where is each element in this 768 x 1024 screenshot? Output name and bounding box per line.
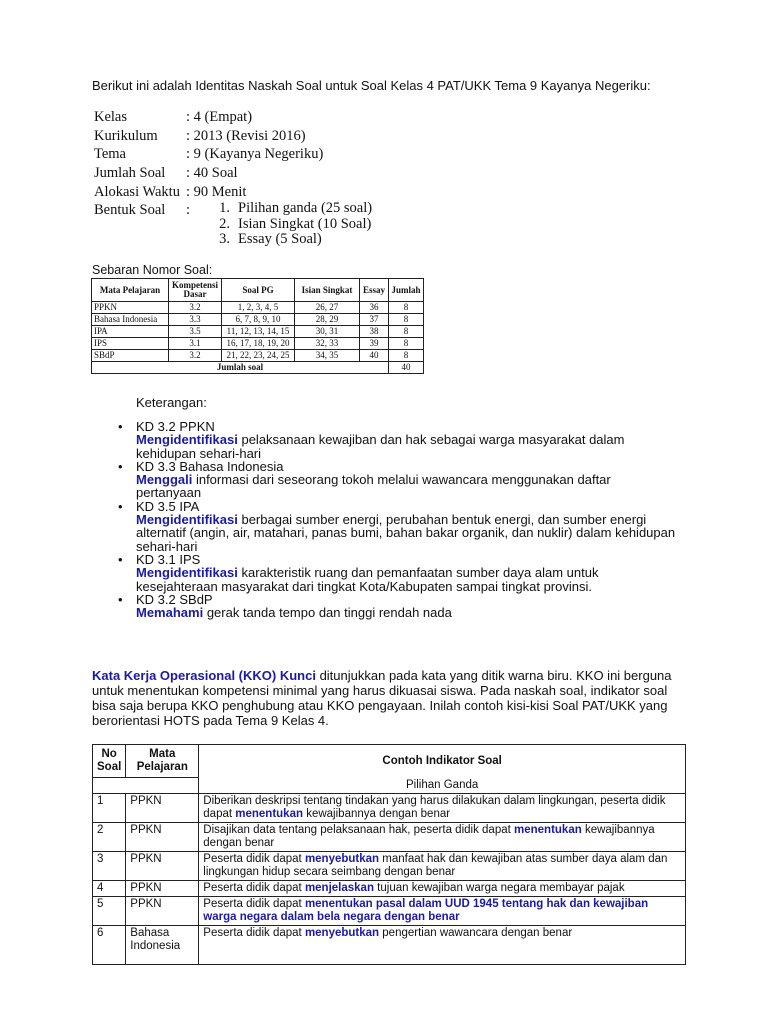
bentuk-soal-num: 1. — [219, 200, 230, 217]
cell-indikator: Peserta didik dapat menjelaskan tujuan kewajiban warga negara membayar pajak — [199, 880, 686, 896]
kko-paragraph-text: ditunjukkan pada kata yang ditik warna biru. KKO ini berguna untuk menentukan kompetensi minimal yang harus dikuasai siswa. Pada naskah soal, indikator soal bisa saja berupa KKO penghubung atau KKO pengayaan. Inilah contoh kisi-kisi Soal PAT/UKK yang berorientasi HOTS pada Tema 9 Kelas 4. — [92, 668, 672, 728]
bullet-icon: • — [118, 458, 123, 474]
section-pilihan-ganda: Pilihan Ganda — [199, 778, 686, 794]
cell-no: 3 — [93, 851, 126, 880]
cell-essay: 36 — [360, 302, 389, 314]
cell-indikator: Peserta didik dapat menentukan pasal dalam UUD 1945 tentang hak dan kewajiban warga negara dalam bela negara dengan benar — [199, 896, 686, 925]
identitas-value: : 90 Menit — [186, 183, 247, 200]
kd-label: KD 3.2 PPKN — [136, 419, 215, 434]
bentuk-soal-num: 2. — [219, 215, 230, 232]
kko-word: Mengidentifikasi — [136, 432, 238, 448]
section-row — [93, 778, 686, 794]
list-item — [118, 553, 678, 593]
kd-label: KD 3.1 IPS — [136, 551, 201, 567]
identitas-row — [94, 200, 373, 248]
bentuk-soal-list — [208, 200, 373, 248]
sebaran-title: Sebaran Nomor Soal: — [92, 263, 213, 277]
cell-isian: 34, 35 — [295, 350, 360, 362]
cell-jumlah: 8 — [389, 350, 424, 362]
bentuk-soal-num: 3. — [219, 231, 230, 248]
header-indikator: Contoh Indikator Soal — [199, 745, 686, 778]
bentuk-soal-item — [208, 217, 372, 233]
table-row — [93, 896, 686, 925]
kko-word: Memahami — [136, 605, 204, 621]
cell-isian: 26, 27 — [295, 302, 360, 314]
table-row — [93, 925, 686, 964]
cell-pg: 11, 12, 13, 14, 15 — [222, 326, 295, 338]
identitas-row — [94, 108, 372, 127]
cell-mapel: PPKN — [126, 880, 199, 896]
kd-desc: gerak tanda tempo dan tinggi rendah nada — [203, 605, 452, 621]
kd-desc: berbagai sumber energi, perubahan bentuk energi, dan sumber energi alternatif (angin, air, matahari, panas bumi, bahan bakar organik, dan nuklir) dalam kehidupan sehari-hari — [136, 512, 676, 554]
kd-desc: pelaksanaan kewajiban dan hak sebagai warga masyarakat dalam kehidupan sehari-hari — [136, 432, 625, 461]
table-header-row — [93, 745, 686, 778]
table-row — [92, 338, 424, 350]
list-item — [118, 500, 678, 553]
cell-isian: 32, 33 — [295, 338, 360, 350]
table-total-row — [92, 362, 424, 374]
bullet-icon: • — [118, 498, 123, 514]
kko-word: menyebutkan — [304, 852, 380, 865]
header-kompetensi-dasar: Kompetensi Dasar — [169, 279, 222, 302]
cell-mapel: Bahasa Indonesia — [92, 314, 169, 326]
cell-no: 1 — [93, 793, 126, 822]
cell-kd: 3.2 — [169, 302, 222, 314]
header-isian-singkat: Isian Singkat — [295, 279, 360, 302]
cell-kd: 3.5 — [169, 326, 222, 338]
identitas-label: Bentuk Soal — [94, 202, 166, 219]
table-row — [92, 326, 424, 338]
identitas-label: Kelas — [94, 109, 128, 125]
cell-mapel: Bahasa Indonesia — [126, 925, 199, 964]
cell-no: 4 — [93, 880, 126, 896]
sebaran-table — [91, 278, 424, 374]
table-header-row — [92, 279, 424, 302]
kko-word: menjelaskan — [304, 881, 374, 894]
kko-word: menentukan — [514, 823, 582, 836]
table-row — [92, 314, 424, 326]
identitas-label: Jumlah Soal — [94, 165, 166, 182]
cell-jumlah: 8 — [389, 338, 424, 350]
cell-mapel: SBdP — [92, 350, 169, 362]
cell-kd: 3.1 — [169, 338, 222, 350]
kko-word: Mengidentifikasi — [136, 565, 238, 581]
bentuk-soal-text: Isian Singkat (10 Soal) — [238, 215, 372, 232]
cell-essay: 38 — [360, 326, 389, 338]
keterangan-list — [118, 420, 678, 619]
kko-word: menentukan pasal dalam UUD 1945 tentang hak dan kewajiban warga negara dalam bela negara dengan benar — [203, 897, 649, 923]
cell-pg: 21, 22, 23, 24, 25 — [222, 350, 295, 362]
bentuk-soal-text: Essay (5 Soal) — [238, 231, 322, 248]
identitas-value: : 4 (Empat) — [186, 109, 253, 125]
keterangan-title: Keterangan: — [136, 395, 207, 410]
kko-word: Menggali — [136, 472, 193, 488]
kisi-kisi-table — [92, 744, 686, 965]
cell-jumlah: 8 — [389, 314, 424, 326]
cell-kd: 3.3 — [169, 314, 222, 326]
identitas-label: Kurikulum — [94, 127, 158, 144]
identitas-row — [94, 145, 372, 164]
kko-paragraph — [92, 668, 682, 728]
identitas-value: : — [186, 202, 191, 219]
bullet-icon: • — [118, 551, 123, 567]
table-row — [92, 302, 424, 314]
cell-pg: 1, 2, 3, 4, 5 — [222, 302, 295, 314]
kko-word: menyebutkan — [304, 926, 380, 939]
total-value: 40 — [389, 362, 424, 374]
kd-label: KD 3.5 IPA — [136, 498, 200, 514]
kd-label: KD 3.2 SBdP — [136, 591, 213, 607]
bentuk-soal-item — [208, 232, 372, 248]
identitas-row — [94, 183, 372, 202]
identitas-row — [94, 164, 372, 183]
cell-indikator: Diberikan deskripsi tentang tindakan yang harus dilakukan dalam lingkungan, peserta didik dapat menentukan kewajibannya dengan benar — [199, 793, 686, 822]
cell-mapel: IPS — [92, 338, 169, 350]
kd-desc: karakteristik ruang dan pemanfaatan sumber daya alam untuk kesejahteraan masyarakat dari tingkat Kota/Kabupaten sampai tingkat provinsi. — [136, 565, 599, 594]
cell-kd: 3.2 — [169, 350, 222, 362]
table-row — [93, 793, 686, 822]
header-soal-pg: Soal PG — [222, 279, 295, 302]
cell-pg: 16, 17, 18, 19, 20 — [222, 338, 295, 350]
identitas-value: : 2013 (Revisi 2016) — [186, 127, 306, 144]
cell-mapel: PPKN — [92, 302, 169, 314]
cell-essay: 37 — [360, 314, 389, 326]
bentuk-soal-item — [208, 201, 372, 217]
total-label: Jumlah soal — [92, 362, 389, 374]
bullet-icon: • — [118, 591, 123, 607]
identitas-label: Tema — [94, 146, 126, 163]
cell-indikator: Disajikan data tentang pelaksanaan hak, peserta didik dapat menentukan kewajibannya dengan benar — [199, 822, 686, 851]
identitas-value: : 40 Soal — [186, 165, 238, 182]
list-item — [118, 593, 678, 620]
bullet-icon: • — [118, 419, 123, 434]
intro-text: Berikut ini adalah Identitas Naskah Soal untuk Soal Kelas 4 PAT/UKK Tema 9 Kayanya Negeriku: — [92, 78, 651, 93]
cell-essay: 40 — [360, 350, 389, 362]
cell-jumlah: 8 — [389, 326, 424, 338]
header-no-soal: No Soal — [93, 745, 126, 778]
cell-mapel: PPKN — [126, 793, 199, 822]
header-jumlah: Jumlah — [389, 279, 424, 302]
cell-jumlah: 8 — [389, 302, 424, 314]
identitas-list — [94, 108, 373, 248]
header-mata-pelajaran: Mata Pelajaran — [126, 745, 199, 778]
table-row — [93, 851, 686, 880]
bentuk-soal-text: Pilihan ganda (25 soal) — [238, 200, 373, 217]
cell-indikator: Peserta didik dapat menyebutkan manfaat hak dan kewajiban atas sumber daya alam dan lingkungan hidup secara seimbang dengan benar — [199, 851, 686, 880]
table-row — [92, 350, 424, 362]
kko-word: menentukan — [235, 807, 304, 820]
cell-mapel: PPKN — [126, 896, 199, 925]
list-item — [118, 420, 678, 460]
identitas-label: Alokasi Waktu — [94, 183, 180, 200]
kd-desc: informasi dari seseorang tokoh melalui wawancara menggunakan daftar pertanyaan — [136, 472, 611, 501]
kko-word: Mengidentifikasi — [136, 512, 238, 528]
identitas-row — [94, 127, 372, 146]
header-essay: Essay — [360, 279, 389, 302]
cell-essay: 39 — [360, 338, 389, 350]
kko-label: Kata Kerja Operasional (KKO) Kunci — [92, 668, 316, 683]
header-mata-pelajaran: Mata Pelajaran — [92, 279, 169, 302]
identitas-value: : 9 (Kayanya Negeriku) — [186, 146, 324, 163]
cell-isian: 28, 29 — [295, 314, 360, 326]
cell-no: 5 — [93, 896, 126, 925]
cell-pg: 6, 7, 8, 9, 10 — [222, 314, 295, 326]
kd-label: KD 3.3 Bahasa Indonesia — [136, 458, 284, 474]
cell-mapel: PPKN — [126, 851, 199, 880]
cell-mapel: PPKN — [126, 822, 199, 851]
cell-mapel: IPA — [92, 326, 169, 338]
cell-no: 2 — [93, 822, 126, 851]
list-item — [118, 460, 678, 500]
cell-isian: 30, 31 — [295, 326, 360, 338]
cell-indikator: Peserta didik dapat menyebutkan pengertian wawancara dengan benar — [199, 925, 686, 964]
table-row — [93, 822, 686, 851]
cell-no: 6 — [93, 925, 126, 964]
table-row — [93, 880, 686, 896]
